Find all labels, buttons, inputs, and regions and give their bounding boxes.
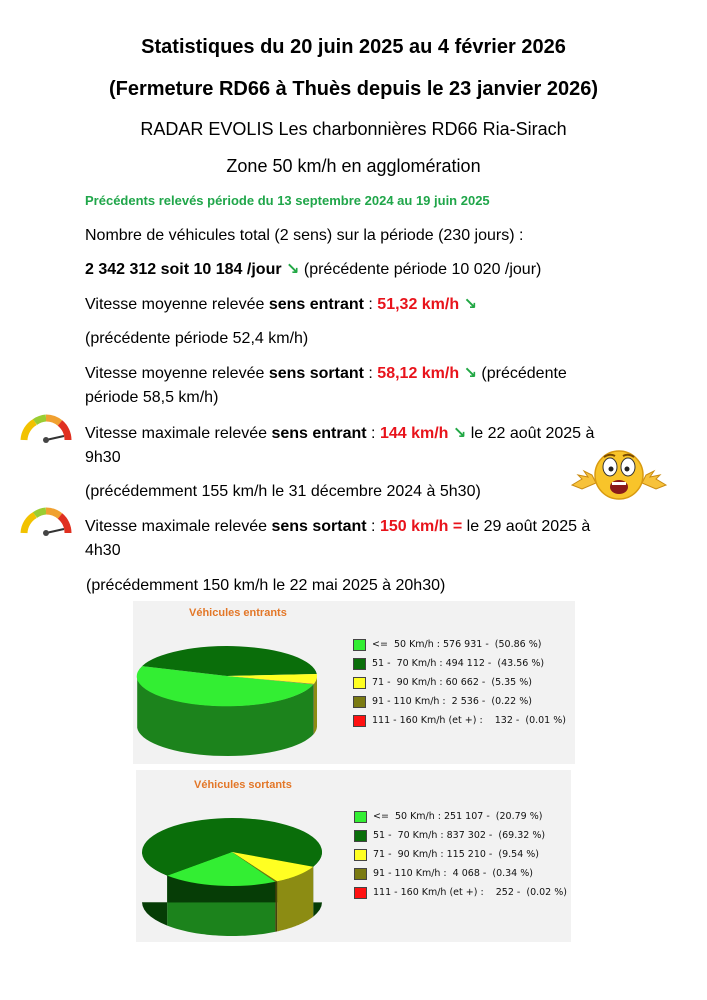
trend-down-icon: ↘ — [452, 425, 467, 442]
avg-out-previous-a: (précédente — [476, 365, 567, 382]
avg-in-previous: (précédente période 52,4 km/h) — [85, 330, 309, 347]
legend-item — [353, 658, 566, 677]
vehicles-intro: Nombre de véhicules total (2 sens) sur la période (230 jours) : — [85, 227, 524, 244]
avg-in-sep: : — [363, 296, 378, 313]
legend-swatch — [354, 830, 367, 842]
legend-item — [353, 677, 566, 696]
pie-slice-side — [276, 881, 278, 931]
speed-zone: Zone 50 km/h en agglomération — [226, 156, 481, 176]
legend-item — [354, 830, 567, 849]
chart-legend — [353, 639, 566, 734]
legend-label: 91 - 110 Km/h : 4 068 - (0.34 %) — [373, 868, 533, 879]
legend-item — [354, 868, 567, 887]
legend-item — [353, 639, 566, 658]
avg-out-previous-b: période 58,5 km/h) — [85, 389, 219, 406]
max-in-date-a: le 22 août 2025 à — [466, 425, 595, 442]
legend-item — [353, 696, 566, 715]
max-in-prefix: Vitesse maximale relevée — [85, 425, 272, 442]
legend-label: 111 - 160 Km/h (et +) : 132 - (0.01 %) — [372, 715, 566, 726]
avg-in-value: 51,32 km/h — [377, 296, 460, 313]
legend-label: 71 - 90 Km/h : 115 210 - (9.54 %) — [373, 849, 540, 860]
avg-speed-out-line — [85, 362, 567, 386]
trend-down-icon: ↘ — [463, 296, 477, 313]
chart-legend — [354, 811, 567, 906]
legend-label: <= 50 Km/h : 251 107 - (20.79 %) — [373, 811, 543, 822]
chart-outgoing — [136, 770, 571, 942]
speedometer-icon — [18, 505, 74, 537]
avg-in-prefix: Vitesse moyenne relevée — [85, 296, 269, 313]
avg-out-value: 58,12 km/h — [377, 365, 460, 382]
avg-out-sep: : — [363, 365, 378, 382]
legend-item — [353, 715, 566, 734]
legend-swatch — [354, 887, 367, 899]
legend-swatch — [354, 811, 367, 823]
speedometer-icon — [18, 412, 74, 444]
legend-label: 71 - 90 Km/h : 60 662 - (5.35 %) — [372, 677, 532, 688]
vehicles-total: 2 342 312 soit 10 184 /jour — [85, 261, 282, 278]
chart-incoming — [133, 601, 575, 764]
scared-face-icon — [568, 445, 670, 505]
legend-item — [354, 887, 567, 906]
legend-label: 51 - 70 Km/h : 494 112 - (43.56 %) — [372, 658, 545, 669]
legend-swatch — [353, 696, 366, 708]
vehicles-previous: (précédente période 10 020 /jour) — [299, 261, 542, 278]
legend-swatch — [353, 715, 366, 727]
max-speed-out-line — [85, 515, 590, 539]
legend-item — [354, 849, 567, 868]
legend-swatch — [353, 639, 366, 651]
max-speed-in-line — [85, 422, 594, 446]
chart-title: Véhicules entrants — [189, 607, 287, 619]
page-title: Statistiques du 20 juin 2025 au 4 février 2026 — [141, 36, 566, 58]
max-out-date-a: le 29 août 2025 à — [462, 518, 591, 535]
legend-label: <= 50 Km/h : 576 931 - (50.86 %) — [372, 639, 542, 650]
legend-label: 51 - 70 Km/h : 837 302 - (69.32 %) — [373, 830, 546, 841]
legend-item — [354, 811, 567, 830]
trend-down-icon: ↘ — [463, 365, 477, 382]
previous-period-note: Précédents relevés période du 13 septembre 2024 au 19 juin 2025 — [85, 193, 490, 208]
max-out-sep: : — [366, 518, 380, 535]
max-out-value: 150 km/h = — [379, 518, 463, 535]
legend-label: 91 - 110 Km/h : 2 536 - (0.22 %) — [372, 696, 532, 707]
max-out-date-b: 4h30 — [85, 542, 121, 559]
legend-swatch — [354, 868, 367, 880]
chart-title: Véhicules sortants — [194, 779, 292, 791]
max-out-prefix: Vitesse maximale relevée — [85, 518, 272, 535]
max-out-direction: sens sortant — [271, 518, 367, 535]
legend-label: 111 - 160 Km/h (et +) : 252 - (0.02 %) — [373, 887, 567, 898]
legend-swatch — [353, 677, 366, 689]
pie-slice-side — [314, 676, 317, 734]
vehicles-total-line — [85, 258, 541, 282]
avg-speed-in-line — [85, 293, 477, 317]
max-in-direction: sens entrant — [271, 425, 367, 442]
page-subtitle-closure: (Fermeture RD66 à Thuès depuis le 23 janvier 2026) — [108, 78, 599, 100]
avg-out-direction: sens sortant — [268, 365, 364, 382]
max-out-previous: (précédemment 150 km/h le 22 mai 2025 à 20h30) — [86, 577, 446, 594]
avg-in-direction: sens entrant — [268, 296, 364, 313]
max-in-date-b: 9h30 — [85, 449, 121, 466]
legend-swatch — [354, 849, 367, 861]
trend-down-icon: ↘ — [286, 261, 300, 278]
legend-swatch — [353, 658, 366, 670]
max-in-previous: (précédemment 155 km/h le 31 décembre 2024 à 5h30) — [85, 483, 481, 500]
avg-out-prefix: Vitesse moyenne relevée — [85, 365, 269, 382]
max-in-sep: : — [366, 425, 380, 442]
max-in-value: 144 km/h — [379, 425, 449, 442]
radar-location: RADAR EVOLIS Les charbonnières RD66 Ria-Sirach — [140, 119, 567, 139]
